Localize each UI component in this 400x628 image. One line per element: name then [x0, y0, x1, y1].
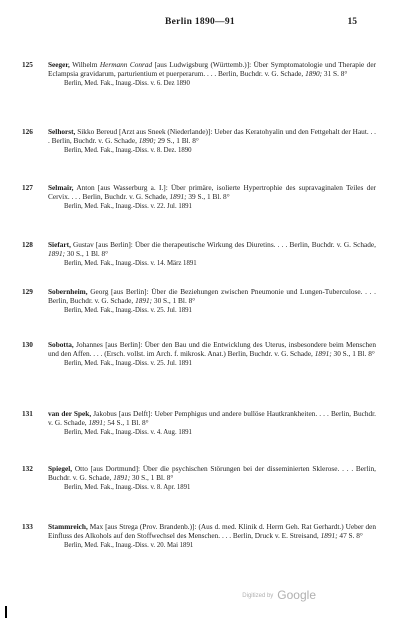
- entry-year: 1891;: [314, 349, 332, 359]
- entry-citation: [48, 240, 376, 259]
- bibliography-entry: [22, 287, 376, 315]
- entry-extent: 39 S., 1 Bl. 8°: [186, 192, 230, 202]
- bibliography-entry: [22, 60, 376, 88]
- entry-year: 1890;: [305, 69, 323, 79]
- entry-year: 1890;: [138, 136, 156, 146]
- dissertation-note: Berlin, Med. Fak., Inaug.-Diss. v. 14. März 1891: [64, 259, 197, 267]
- entry-number: 129: [22, 287, 33, 296]
- entry-extent: 47 S. 8°: [337, 531, 363, 541]
- entry-extent: 30 S., 1 Bl. 8°: [65, 249, 109, 259]
- entry-number: 133: [22, 522, 33, 531]
- entry-citation: [48, 340, 376, 359]
- scan-edge-mark: [5, 606, 7, 618]
- entry-number: 132: [22, 464, 33, 473]
- entry-author: Seeger,: [48, 60, 70, 69]
- entry-extent: 30 S., 1 Bl. 8°: [130, 473, 174, 483]
- entry-italic-name: Hermann Conrad: [99, 60, 153, 69]
- entry-number: 126: [22, 127, 33, 136]
- entry-citation: [48, 464, 376, 483]
- entry-number: 128: [22, 240, 33, 249]
- entry-author: van der Spek,: [48, 409, 92, 418]
- entry-text: Wilhelm: [69, 60, 100, 69]
- entry-citation: [48, 287, 376, 306]
- entry-number: 127: [22, 183, 33, 192]
- entry-year: 1891;: [113, 473, 131, 483]
- dissertation-note: Berlin, Med. Fak., Inaug.-Diss. v. 4. Aug. 1891: [64, 428, 192, 436]
- entry-author: Selmair,: [48, 183, 74, 192]
- watermark-logo-text: Google: [277, 588, 316, 602]
- entry-author: Siefart,: [48, 240, 71, 249]
- entry-number: 125: [22, 60, 33, 69]
- entry-text: Otto [aus Dortmund]: Über die psychischen Störungen bei der disseminierten Sklerose. . . . Berlin, Buchdr. v. G. Schade,: [48, 464, 376, 483]
- entry-author: Sobotta,: [48, 340, 74, 349]
- entry-citation: [48, 60, 376, 79]
- entry-number: 130: [22, 340, 33, 349]
- dissertation-note: Berlin, Med. Fak., Inaug.-Diss. v. 8. Dez. 1890: [64, 146, 192, 154]
- bibliography-entry: [22, 464, 376, 492]
- entry-text: Johannes [aus Berlin]: Über den Bau und die Entwicklung des Uterus, insbesondere beim Menschen und den Affen. . . . (Ersch. vollst. im Arch. f. mikrosk. Anat.) Berlin, Buchdr. v. G. Schade,: [48, 340, 376, 359]
- entry-citation: [48, 522, 376, 541]
- watermark-small-text: Digitized by: [242, 592, 274, 599]
- bibliography-entry: [22, 409, 376, 437]
- entry-text: Georg [aus Berlin]: Über die Beziehungen zwischen Pneumonie und Lungen-Tuberculose. . . . Berlin, Buchdr. v. G. Schade,: [48, 287, 376, 306]
- bibliography-entry: [22, 240, 376, 268]
- entry-year: 1891;: [135, 296, 153, 306]
- dissertation-note: Berlin, Med. Fak., Inaug.-Diss. v. 20. Mai 1891: [64, 541, 194, 549]
- dissertation-note: Berlin, Med. Fak., Inaug.-Diss. v. 22. Jul. 1891: [64, 202, 192, 210]
- entry-citation: [48, 409, 376, 428]
- entry-author: Selhorst,: [48, 127, 76, 136]
- entry-text: Jakobus [aus Delft]: Ueber Pemphigus und andere bullöse Hautkrankheiten. . . . Berlin, Buchdr. v. G. Schade,: [48, 409, 376, 428]
- dissertation-note: Berlin, Med. Fak., Inaug.-Diss. v. 6. Dez 1890: [64, 79, 190, 87]
- entry-year: 1891;: [320, 531, 338, 541]
- entry-title: [aus Ludwigsburg (Württemb.)]: Über Symptomatologie und Therapie der Eclampsia gravidarum, parturientium et puerperarum. . . . Berlin, Buchdr. v. G. Schade,: [48, 60, 376, 79]
- entry-number: 131: [22, 409, 33, 418]
- dissertation-note: Berlin, Med. Fak., Inaug.-Diss. v. 8. Apr. 1891: [64, 483, 191, 491]
- entry-year: 1891;: [169, 192, 187, 202]
- entry-citation: [48, 127, 376, 146]
- entry-author: Stammreich,: [48, 522, 88, 531]
- dissertation-note: Berlin, Med. Fak., Inaug.-Diss. v. 25. Jul. 1891: [64, 359, 192, 367]
- bibliography-entry: [22, 127, 376, 155]
- entry-year: 1891;: [88, 418, 106, 428]
- digitized-watermark: [242, 588, 316, 602]
- entry-author: Spiegel,: [48, 464, 73, 473]
- entry-year: 1891;: [48, 249, 66, 259]
- running-header: Berlin 1890—91: [165, 17, 235, 27]
- dissertation-note: Berlin, Med. Fak., Inaug.-Diss. v. 25. Jul. 1891: [64, 306, 192, 314]
- bibliography-entry: [22, 183, 376, 211]
- entry-text: Sikko Bereud [Arzt aus Sneek (Niederlande)]: Ueber das Keratohyalin und den Fettgehalt der Haut. . . . Berlin, Buchdr. v. G. Schade,: [48, 127, 376, 146]
- entry-author: Sobernheim,: [48, 287, 88, 296]
- entry-extent: 54 S., 1 Bl. 8°: [105, 418, 149, 428]
- entry-text: Gustav [aus Berlin]: Über die therapeutische Wirkung des Diuretins. . . . Berlin, Buchdr. v. G. Schade,: [70, 240, 376, 249]
- entry-text: Max [aus Strega (Prov. Brandenb.)]: (Aus d. med. Klinik d. Herrn Geh. Rat Gerhardt.) Ueber den Einfluss des Alkohols auf den Stoffwechsel des Menschen. . . . Berlin, Druck v. E. Streisand,: [48, 522, 376, 541]
- entry-extent: 29 S., 1 Bl. 8°: [155, 136, 199, 146]
- bibliography-entry: [22, 522, 376, 550]
- entry-extent: 30 S., 1 Bl. 8°: [331, 349, 375, 359]
- entry-text: Anton [aus Wasserburg a. I.]: Über primäre, isolierte Hypertrophie des supravaginalen Teiles der Cervix. . . . Berlin, Buchdr. v. G. Schade,: [48, 183, 376, 202]
- bibliography-entry: [22, 340, 376, 368]
- entry-extent: 31 S. 8°: [322, 69, 348, 79]
- entry-extent: 30 S., 1 Bl. 8°: [152, 296, 196, 306]
- entry-citation: [48, 183, 376, 202]
- page-number: 15: [347, 17, 357, 27]
